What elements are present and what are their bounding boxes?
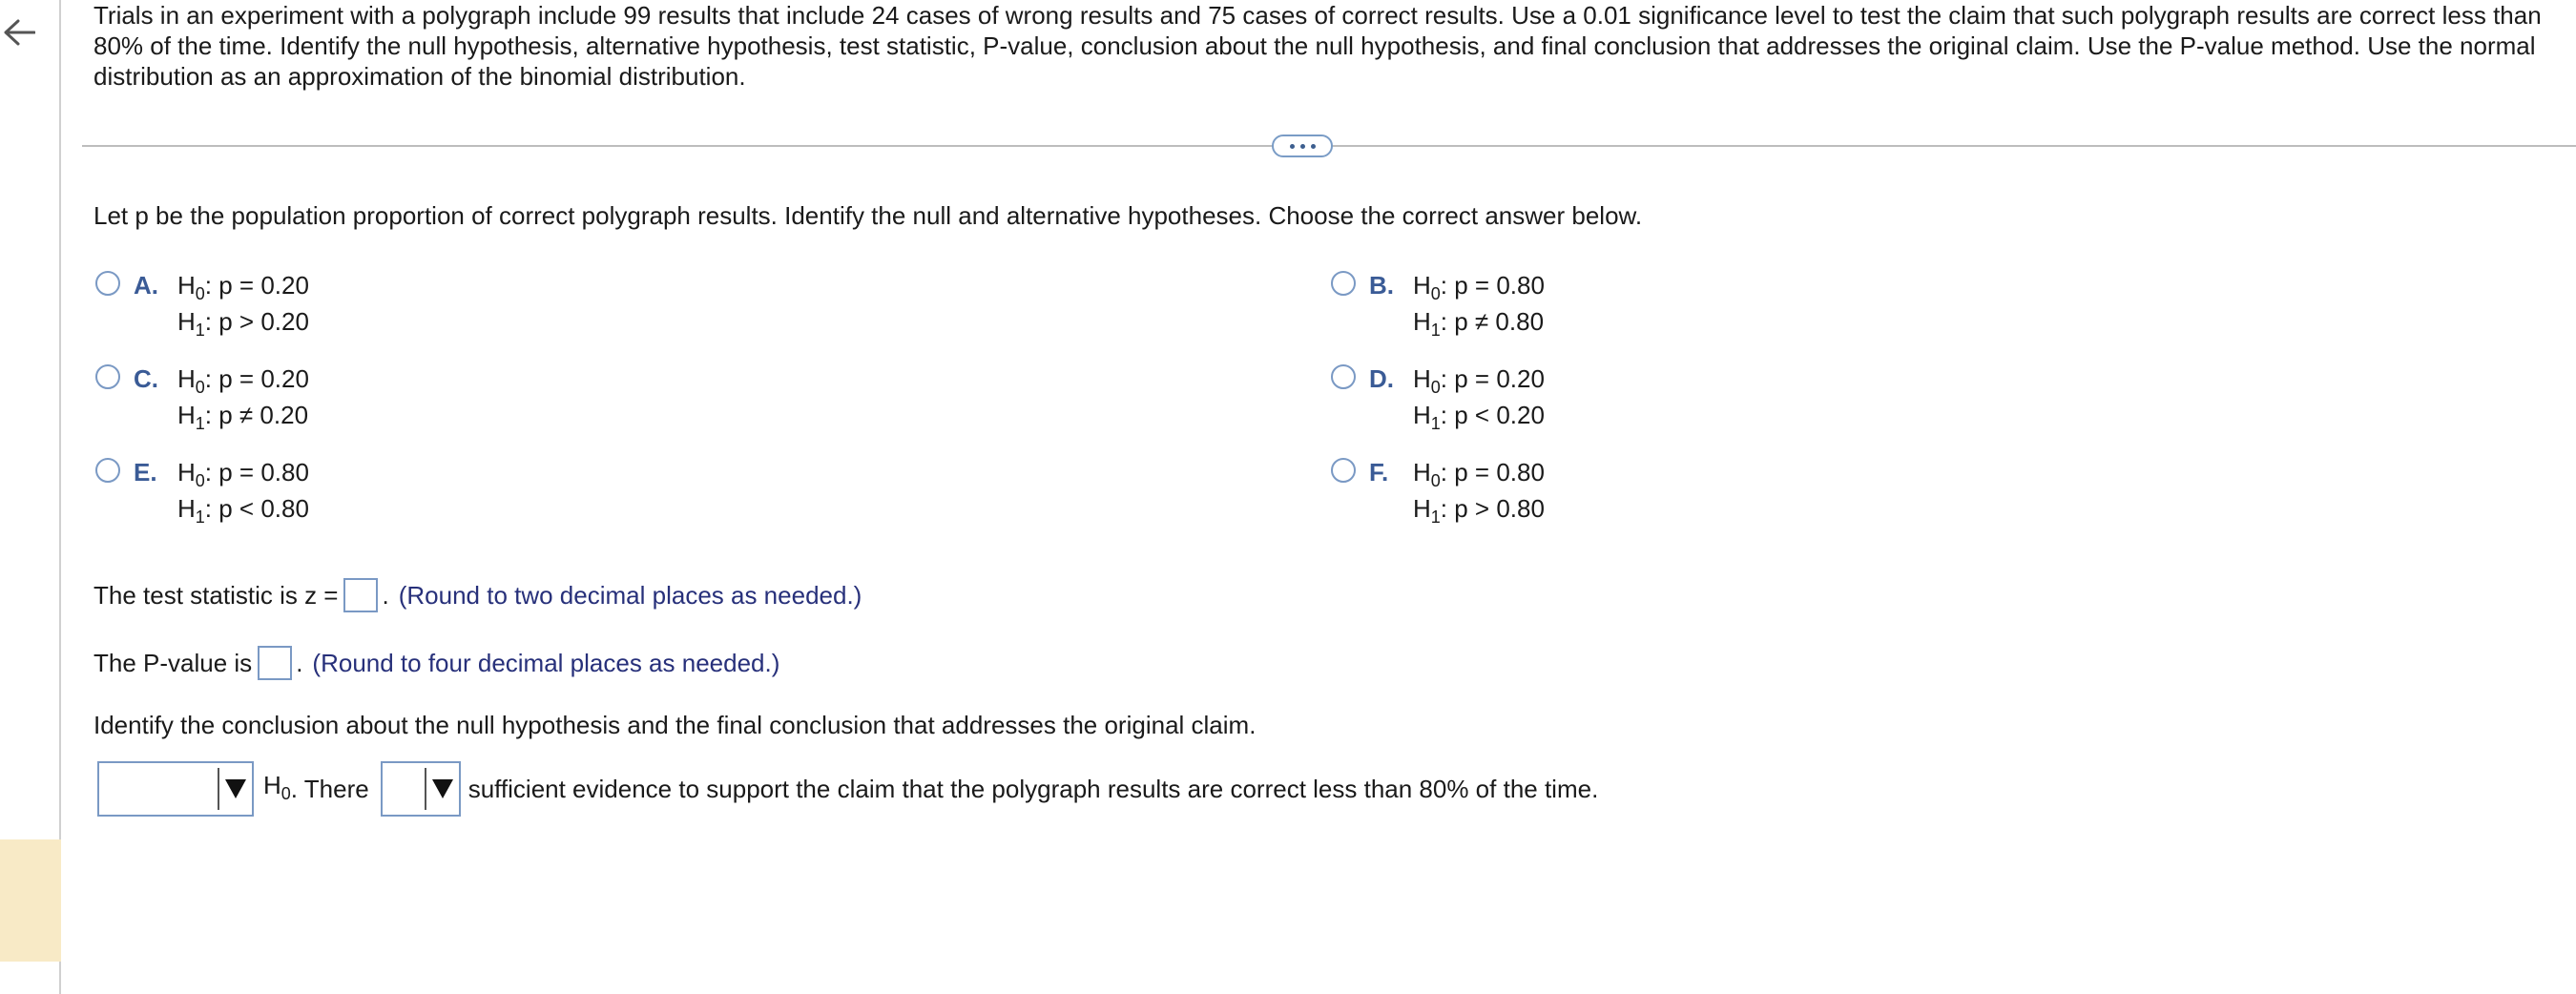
choice-c[interactable] <box>95 361 309 433</box>
null-hypothesis: p = 0.20 <box>1454 364 1545 393</box>
dropdown-arrow-icon <box>432 779 453 798</box>
null-decision-dropdown[interactable] <box>97 761 254 817</box>
dropdown-separator <box>218 768 219 810</box>
hypotheses-prompt: Let p be the population proportion of correct polygraph results. Identify the null and alternative hypotheses. Choose the correct answer below. <box>93 201 1643 230</box>
hypotheses: $H_0$: p = 0.20 $H_1$: p > 0.20 <box>177 271 309 340</box>
choice-letter: F. <box>1369 458 1389 487</box>
choice-b[interactable] <box>1331 267 1545 340</box>
alt-hypothesis: p < 0.80 <box>218 494 309 523</box>
p-value-hint: (Round to four decimal places as needed.) <box>312 649 780 677</box>
hypotheses: $H_0$: p = 0.20 $H_1$: p < 0.20 <box>1413 364 1545 433</box>
choice-a[interactable] <box>95 267 309 340</box>
side-highlight <box>0 839 61 962</box>
hypotheses: $H_0$: p = 0.20 $H_1$: p ≠ 0.20 <box>177 364 309 433</box>
radio-button[interactable] <box>95 458 120 483</box>
choice-e[interactable] <box>95 454 309 527</box>
choice-letter: C. <box>134 364 158 393</box>
there-label: . There <box>290 775 369 803</box>
null-hypothesis: p = 0.20 <box>218 364 309 393</box>
conclusion-row <box>97 761 1598 817</box>
choice-f[interactable] <box>1331 454 1545 527</box>
alt-hypothesis: p ≠ 0.20 <box>218 401 309 429</box>
dropdown-separator <box>425 768 426 810</box>
null-hypothesis: p = 0.80 <box>1454 458 1545 487</box>
choice-d[interactable] <box>1331 361 1545 433</box>
dropdown-arrow-icon <box>225 779 246 798</box>
back-arrow-icon[interactable] <box>0 13 38 52</box>
p-value-label: The P-value is <box>93 649 253 677</box>
hypotheses: $H_0$: p = 0.80 $H_1$: p > 0.80 <box>1413 458 1545 527</box>
test-statistic-input[interactable] <box>343 578 378 612</box>
null-hypothesis: p = 0.20 <box>218 271 309 300</box>
period: . <box>382 581 389 610</box>
alt-hypothesis: p < 0.20 <box>1454 401 1545 429</box>
radio-button[interactable] <box>1331 271 1356 296</box>
p-value-row <box>93 646 779 680</box>
hypotheses: $H_0$: p = 0.80 $H_1$: p < 0.80 <box>177 458 309 527</box>
alt-hypothesis: p > 0.80 <box>1454 494 1545 523</box>
h0-label: $H_0$ <box>263 770 291 803</box>
alt-hypothesis: p ≠ 0.80 <box>1454 307 1545 336</box>
null-hypothesis: p = 0.80 <box>1454 271 1545 300</box>
hypotheses: $H_0$: p = 0.80 $H_1$: p ≠ 0.80 <box>1413 271 1545 340</box>
left-rail <box>0 0 61 994</box>
alt-hypothesis: p > 0.20 <box>218 307 309 336</box>
radio-button[interactable] <box>95 271 120 296</box>
conclusion-prompt: Identify the conclusion about the null hypothesis and the final conclusion that addresses the original claim. <box>93 711 1257 739</box>
radio-button[interactable] <box>1331 364 1356 389</box>
choice-letter: A. <box>134 271 158 300</box>
p-value-input[interactable] <box>258 646 292 680</box>
evidence-dropdown[interactable] <box>381 761 461 817</box>
radio-button[interactable] <box>1331 458 1356 483</box>
conclusion-tail: sufficient evidence to support the claim that the polygraph results are correct less than 80% of the time. <box>467 775 1599 803</box>
test-statistic-hint: (Round to two decimal places as needed.) <box>398 581 862 610</box>
radio-button[interactable] <box>95 364 120 389</box>
question-text: Trials in an experiment with a polygraph include 99 results that include 24 cases of wrong results and 75 cases of correct results. Use a 0.01 significance level to test the claim that such polygraph results are correct less than 80% of the time. Identify the null hypothesis, alternative hypothesis, test statistic, P-value, conclusion about the null hypothesis, and final conclusion that addresses the original claim. Use the P-value method. Use the normal distribution as an approximation of the binomial distribution. <box>93 1 2542 91</box>
more-options-button[interactable] <box>1272 135 1333 157</box>
period: . <box>296 649 303 677</box>
choice-letter: D. <box>1369 364 1394 393</box>
choice-letter: E. <box>134 458 157 487</box>
test-statistic-row <box>93 578 862 612</box>
dot-icon <box>1311 144 1316 149</box>
dot-icon <box>1290 144 1295 149</box>
null-hypothesis: p = 0.80 <box>218 458 309 487</box>
choice-letter: B. <box>1369 271 1394 300</box>
dot-icon <box>1300 144 1305 149</box>
test-statistic-label: The test statistic is z = <box>93 581 339 610</box>
